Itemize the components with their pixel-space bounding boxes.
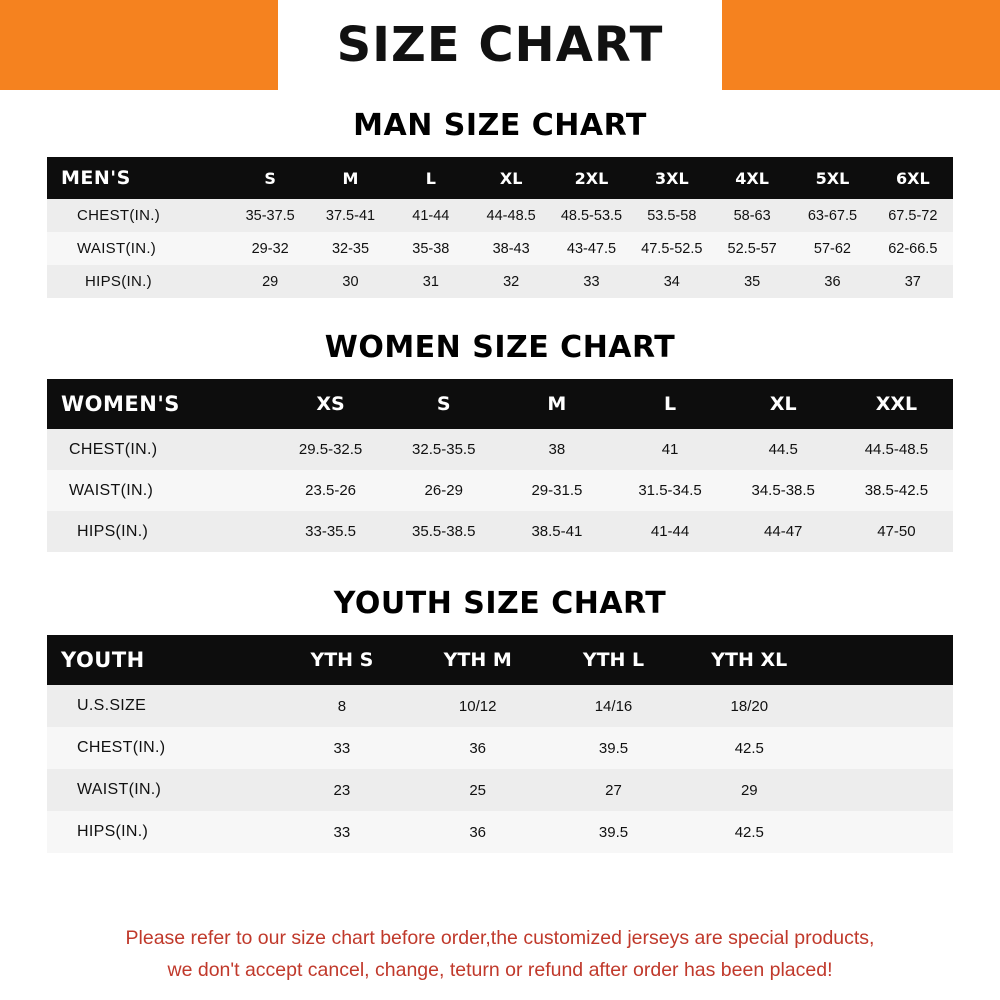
youth-waist-m: 25 (410, 769, 546, 811)
youth-hips-s: 33 (274, 811, 410, 853)
youth-waist-s: 23 (274, 769, 410, 811)
youth-size-table (47, 635, 953, 853)
section-title-women: WOMEN SIZE CHART (324, 330, 676, 365)
women-row-label-waist: WAIST(IN.) (47, 470, 274, 511)
youth-waist-spacer (817, 769, 953, 811)
men-col-7: 4XL (712, 157, 792, 199)
women-waist-xs: 23.5-26 (274, 470, 387, 511)
youth-hips-xl: 42.5 (681, 811, 817, 853)
men-table-wrap (47, 157, 953, 298)
youth-hips-spacer (817, 811, 953, 853)
youth-col-1: YTH S (274, 635, 410, 685)
youth-col-4: YTH XL (681, 635, 817, 685)
women-table-body (47, 429, 953, 552)
women-chest-l: 41 (613, 429, 726, 470)
youth-row-label-ussize: U.S.SIZE (47, 685, 274, 727)
men-chest-4xl: 58-63 (712, 199, 792, 232)
youth-header-row (47, 635, 953, 685)
men-row-header: MEN'S (47, 157, 230, 199)
women-chest-xxl: 44.5-48.5 (840, 429, 953, 470)
men-hips-m: 30 (310, 265, 390, 298)
men-waist-6xl: 62-66.5 (873, 232, 953, 265)
youth-table-wrap (47, 635, 953, 853)
youth-col-spacer (817, 635, 953, 685)
men-waist-2xl: 43-47.5 (551, 232, 631, 265)
women-waist-s: 26-29 (387, 470, 500, 511)
men-col-6: 3XL (632, 157, 712, 199)
women-col-6: XXL (840, 379, 953, 429)
women-waist-xxl: 38.5-42.5 (840, 470, 953, 511)
men-waist-m: 32-35 (310, 232, 390, 265)
youth-ussize-l: 14/16 (546, 685, 682, 727)
women-chest-xl: 44.5 (727, 429, 840, 470)
youth-waist-l: 27 (546, 769, 682, 811)
men-chest-l: 41-44 (391, 199, 471, 232)
women-size-table (47, 379, 953, 552)
men-waist-xl: 38-43 (471, 232, 551, 265)
women-col-5: XL (727, 379, 840, 429)
men-hips-xl: 32 (471, 265, 551, 298)
women-col-3: M (500, 379, 613, 429)
youth-table-head (47, 635, 953, 685)
women-waist-m: 29-31.5 (500, 470, 613, 511)
men-row-label-waist: WAIST(IN.) (47, 232, 230, 265)
women-hips-xxl: 47-50 (840, 511, 953, 552)
men-chest-5xl: 63-67.5 (792, 199, 872, 232)
women-hips-xl: 44-47 (727, 511, 840, 552)
women-col-2: S (387, 379, 500, 429)
women-header-row (47, 379, 953, 429)
men-col-4: XL (471, 157, 551, 199)
men-hips-s: 29 (230, 265, 310, 298)
women-chest-xs: 29.5-32.5 (274, 429, 387, 470)
women-chest-m: 38 (500, 429, 613, 470)
men-waist-l: 35-38 (391, 232, 471, 265)
men-waist-s: 29-32 (230, 232, 310, 265)
men-col-1: S (230, 157, 310, 199)
men-hips-4xl: 35 (712, 265, 792, 298)
men-chest-s: 35-37.5 (230, 199, 310, 232)
footer-note-line-1: Please refer to our size chart before order,the customized jerseys are special products, (125, 927, 875, 949)
youth-chest-l: 39.5 (546, 727, 682, 769)
youth-table-body (47, 685, 953, 853)
youth-chest-s: 33 (274, 727, 410, 769)
youth-col-2: YTH M (410, 635, 546, 685)
section-title-men: MAN SIZE CHART (353, 108, 647, 143)
table-row (47, 429, 953, 470)
table-row (47, 685, 953, 727)
table-row (47, 265, 953, 298)
table-row (47, 470, 953, 511)
men-col-3: L (391, 157, 471, 199)
youth-waist-xl: 29 (681, 769, 817, 811)
men-chest-m: 37.5-41 (310, 199, 390, 232)
youth-ussize-s: 8 (274, 685, 410, 727)
women-table-head (47, 379, 953, 429)
youth-chest-spacer (817, 727, 953, 769)
footer-note-line-2: we don't accept cancel, change, teturn or refund after order has been placed! (167, 959, 833, 981)
women-row-header: WOMEN'S (47, 379, 274, 429)
women-hips-l: 41-44 (613, 511, 726, 552)
women-chest-s: 32.5-35.5 (387, 429, 500, 470)
table-row (47, 811, 953, 853)
header-banner (0, 0, 1000, 90)
youth-hips-m: 36 (410, 811, 546, 853)
section-title-youth: YOUTH SIZE CHART (333, 586, 667, 621)
youth-row-header: YOUTH (47, 635, 274, 685)
women-waist-l: 31.5-34.5 (613, 470, 726, 511)
women-row-label-chest: CHEST(IN.) (47, 429, 274, 470)
table-row (47, 727, 953, 769)
youth-ussize-spacer (817, 685, 953, 727)
table-row (47, 232, 953, 265)
youth-row-label-hips: HIPS(IN.) (47, 811, 274, 853)
women-hips-m: 38.5-41 (500, 511, 613, 552)
page-title: SIZE CHART (336, 17, 664, 73)
men-chest-2xl: 48.5-53.5 (551, 199, 631, 232)
youth-col-3: YTH L (546, 635, 682, 685)
men-col-8: 5XL (792, 157, 872, 199)
youth-ussize-xl: 18/20 (681, 685, 817, 727)
men-chest-3xl: 53.5-58 (632, 199, 712, 232)
youth-chest-xl: 42.5 (681, 727, 817, 769)
women-col-4: L (613, 379, 726, 429)
youth-hips-l: 39.5 (546, 811, 682, 853)
table-row (47, 769, 953, 811)
youth-ussize-m: 10/12 (410, 685, 546, 727)
men-table-body (47, 199, 953, 298)
men-row-label-hips: HIPS(IN.) (47, 265, 230, 298)
men-hips-6xl: 37 (873, 265, 953, 298)
women-hips-xs: 33-35.5 (274, 511, 387, 552)
men-chest-xl: 44-48.5 (471, 199, 551, 232)
men-hips-2xl: 33 (551, 265, 631, 298)
footer-note (0, 922, 1000, 986)
men-waist-3xl: 47.5-52.5 (632, 232, 712, 265)
men-col-9: 6XL (873, 157, 953, 199)
table-row (47, 511, 953, 552)
women-waist-xl: 34.5-38.5 (727, 470, 840, 511)
women-table-wrap (47, 379, 953, 552)
men-row-label-chest: CHEST(IN.) (47, 199, 230, 232)
men-col-2: M (310, 157, 390, 199)
men-hips-l: 31 (391, 265, 471, 298)
youth-row-label-waist: WAIST(IN.) (47, 769, 274, 811)
men-waist-4xl: 52.5-57 (712, 232, 792, 265)
youth-row-label-chest: CHEST(IN.) (47, 727, 274, 769)
men-table-head (47, 157, 953, 199)
men-col-5: 2XL (551, 157, 631, 199)
table-row (47, 199, 953, 232)
men-hips-5xl: 36 (792, 265, 872, 298)
men-header-row (47, 157, 953, 199)
men-chest-6xl: 67.5-72 (873, 199, 953, 232)
youth-chest-m: 36 (410, 727, 546, 769)
women-col-1: XS (274, 379, 387, 429)
women-hips-s: 35.5-38.5 (387, 511, 500, 552)
women-row-label-hips: HIPS(IN.) (47, 511, 274, 552)
men-waist-5xl: 57-62 (792, 232, 872, 265)
men-size-table (47, 157, 953, 298)
men-hips-3xl: 34 (632, 265, 712, 298)
